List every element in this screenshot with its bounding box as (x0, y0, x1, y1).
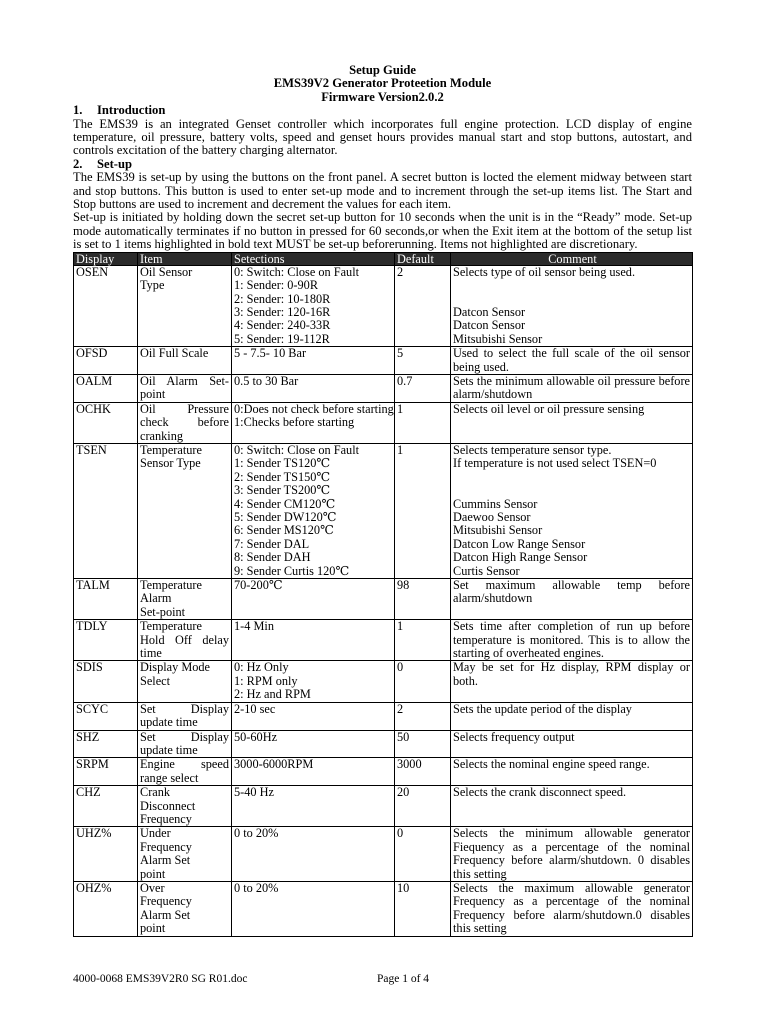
cell-line: 8: Sender DAH (234, 550, 311, 565)
cell-line: Datcon Sensor (453, 304, 526, 319)
cell-line: Oil Alarm Set-point (140, 373, 229, 402)
cell-display: TDLY (74, 620, 138, 661)
cell-item (138, 374, 232, 402)
cell-display: OALM (74, 374, 138, 402)
cell-selections (232, 881, 395, 936)
cell-line: Alarm Set (140, 853, 191, 868)
cell-selections (232, 443, 395, 578)
table-row (74, 702, 693, 730)
cell-line: Datcon High Range Sensor (453, 550, 588, 565)
cell-line: Set-point (140, 604, 186, 619)
cell-line: 5 - 7.5- 10 Bar (234, 346, 307, 361)
cell-comment (451, 730, 693, 758)
cell-line: 7: Sender DAL (234, 536, 310, 551)
doc-subtitle: EMS39V2 Generator Proteetion Module (273, 76, 492, 91)
cell-selections (232, 347, 395, 375)
cell-display: SCYC (74, 702, 138, 730)
footer-page-number: Page 1 of 4 (377, 973, 430, 985)
cell-line: 5-40 Hz (234, 785, 274, 800)
cell-default: 50 (395, 730, 451, 758)
cell-comment (451, 347, 693, 375)
cell-line: Selects the crank disconnect speed. (453, 785, 627, 800)
introduction-text: The EMS39 is an integrated Genset controller which incorporates full engine protection. LCD display of engine temperature, oil pressure, battery volts, speed and genset hours provides manual start and stop buttons, autostart, and controls excitation of the battery charging alternator. (73, 116, 692, 158)
cell-line: 4: Sender CM120℃ (234, 496, 336, 511)
table-row (74, 881, 693, 936)
cell-item (138, 443, 232, 578)
table-row (74, 786, 693, 827)
table-row (74, 374, 693, 402)
cell-line: Oil Sensor (140, 264, 193, 279)
cell-default: 1 (395, 402, 451, 443)
cell-line: Datcon Low Range Sensor (453, 536, 586, 551)
cell-line: Select (140, 673, 171, 688)
cell-item (138, 881, 232, 936)
cell-item (138, 620, 232, 661)
table-row (74, 758, 693, 786)
cell-comment (451, 758, 693, 786)
cell-comment (451, 579, 693, 620)
cell-line: 0: Hz Only (234, 660, 289, 675)
cell-line: 2: Sender: 10-180R (234, 291, 331, 306)
cell-line: 3000-6000RPM (234, 757, 314, 772)
cell-line: Temperature Hold Off delay time (140, 619, 229, 661)
section-setup-heading: 2. Set-up (73, 156, 132, 171)
cell-item (138, 758, 232, 786)
cell-line: Selects temperature sensor type. (453, 442, 612, 457)
cell-line: Temperature (140, 442, 202, 457)
cell-line: Frequency (140, 811, 192, 826)
cell-comment (451, 786, 693, 827)
table-body (74, 265, 693, 936)
cell-item (138, 786, 232, 827)
header-display: Display (74, 252, 138, 265)
cell-line: 3: Sender TS200℃ (234, 483, 331, 498)
cell-comment (451, 374, 693, 402)
cell-line: Frequency (140, 894, 192, 909)
cell-line: Selects the maximum allowable generator Frequency as a percentage of the nominal Frequency before alarm/shutdown.0 disables this setting (453, 880, 690, 936)
cell-display: SDIS (74, 661, 138, 702)
cell-line: 2: Hz and RPM (234, 687, 311, 702)
cell-line: 2: Sender TS150℃ (234, 469, 331, 484)
cell-line: point (140, 866, 166, 881)
cell-line: 0 to 20% (234, 826, 279, 841)
cell-default: 2 (395, 702, 451, 730)
cell-line: Selects type of oil sensor being used. (453, 264, 636, 279)
cell-line: Selects the nominal engine speed range. (453, 757, 650, 772)
cell-line (453, 471, 690, 484)
cell-line: Alarm Set (140, 907, 191, 922)
cell-line: Under (140, 826, 171, 841)
cell-selections (232, 374, 395, 402)
cell-line (453, 292, 690, 305)
cell-line: Engine speed range select (140, 757, 229, 785)
cell-line: Temperature (140, 578, 202, 593)
footer-doc-name: 4000-0068 EMS39V2R0 SG R01.doc (73, 973, 248, 985)
cell-line: Display Mode (140, 660, 211, 675)
cell-line: 6: Sender MS120℃ (234, 523, 334, 538)
cell-comment (451, 827, 693, 882)
cell-selections (232, 579, 395, 620)
cell-line (453, 484, 690, 497)
table-row (74, 620, 693, 661)
cell-line: Sets the update period of the display (453, 701, 632, 716)
cell-line: Over (140, 880, 165, 895)
cell-line: Frequency (140, 839, 192, 854)
cell-default: 10 (395, 881, 451, 936)
cell-line: 1: Sender TS120℃ (234, 456, 331, 471)
cell-line: 0: Switch: Close on Fault (234, 442, 360, 457)
cell-line: Cummins Sensor (453, 496, 538, 511)
cell-line: 0.5 to 30 Bar (234, 373, 299, 388)
cell-line: Curtis Sensor (453, 563, 520, 578)
cell-item (138, 402, 232, 443)
cell-line: Sets time after completion of run up before temperature is monitored. This is to allow the starting of overheated engines. (453, 619, 690, 661)
cell-line: 50-60Hz (234, 729, 278, 744)
setup-paragraph-2: Set-up is initiated by holding down the secret set-up button for 10 seconds when the unit is in the “Ready” mode. Set-up mode automatically terminates if no button in pressed for 60 seconds,or when the Exit item at the bottom of the setup list is set to 1 items highlighted in bold text MUST be set-up beforerunning. Items not highlighted are discretionary. (73, 210, 692, 252)
cell-comment (451, 620, 693, 661)
cell-line: 9: Sender Curtis 120℃ (234, 563, 350, 578)
cell-line: 1: Sender: 0-90R (234, 278, 319, 293)
cell-selections (232, 702, 395, 730)
cell-display: SHZ (74, 730, 138, 758)
cell-line: Datcon Sensor (453, 318, 526, 333)
table-row (74, 661, 693, 702)
cell-line: Set maximum allowable temp before alarm/shutdown (453, 578, 690, 606)
cell-default: 0.7 (395, 374, 451, 402)
cell-display: TALM (74, 579, 138, 620)
table-row (74, 827, 693, 882)
table-row (74, 402, 693, 443)
cell-display: SRPM (74, 758, 138, 786)
cell-default: 1 (395, 620, 451, 661)
cell-line: 3: Sender: 120-16R (234, 304, 331, 319)
cell-line: 0 to 20% (234, 880, 279, 895)
cell-comment (451, 443, 693, 578)
cell-line: Set Display update time (140, 729, 229, 757)
table-row (74, 347, 693, 375)
cell-selections (232, 402, 395, 443)
cell-line: Selects the minimum allowable generator Fiequency as a percentage of the nominal Frequency before alarm/shutdown. 0 disables this setting (453, 826, 690, 881)
cell-comment (451, 881, 693, 936)
cell-line: If temperature is not used select TSEN=0 (453, 456, 657, 471)
header-comment: Comment (451, 252, 693, 265)
cell-line (453, 279, 690, 292)
cell-comment (451, 402, 693, 443)
table-header-row (74, 252, 693, 265)
setup-parameters-table (73, 252, 693, 937)
cell-selections (232, 730, 395, 758)
cell-selections (232, 827, 395, 882)
cell-default: 98 (395, 579, 451, 620)
cell-line: 1: RPM only (234, 673, 298, 688)
cell-line: Mitsubishi Sensor (453, 331, 543, 346)
header-default: Default (395, 252, 451, 265)
table-row (74, 265, 693, 346)
cell-line: point (140, 921, 166, 936)
cell-selections (232, 620, 395, 661)
cell-line: 1-4 Min (234, 619, 274, 634)
cell-display: TSEN (74, 443, 138, 578)
cell-default: 1 (395, 443, 451, 578)
cell-line: Alarm (140, 591, 172, 606)
cell-default: 3000 (395, 758, 451, 786)
cell-line: Mitsubishi Sensor (453, 523, 543, 538)
header-item: Item (138, 252, 232, 265)
cell-display: OSEN (74, 265, 138, 346)
cell-default: 20 (395, 786, 451, 827)
cell-selections (232, 758, 395, 786)
cell-line: 0: Switch: Close on Fault (234, 264, 360, 279)
cell-line: Selects oil level or oil pressure sensing (453, 401, 645, 416)
cell-comment (451, 265, 693, 346)
cell-line: Set Display update time (140, 701, 229, 730)
cell-selections (232, 661, 395, 702)
cell-line: Disconnect (140, 798, 196, 813)
cell-selections (232, 786, 395, 827)
cell-display: CHZ (74, 786, 138, 827)
cell-line: Used to select the full scale of the oil sensor being used. (453, 346, 690, 374)
cell-default: 0 (395, 661, 451, 702)
cell-display: UHZ% (74, 827, 138, 882)
cell-item (138, 730, 232, 758)
cell-comment (451, 702, 693, 730)
cell-item (138, 661, 232, 702)
firmware-version: Firmware Version2.0.2 (321, 89, 444, 104)
cell-item (138, 347, 232, 375)
cell-display: OHZ% (74, 881, 138, 936)
header-selections: Setections (232, 252, 395, 265)
table-row (74, 579, 693, 620)
cell-line: Oil Full Scale (140, 346, 209, 361)
cell-display: OFSD (74, 347, 138, 375)
setup-paragraph-1: The EMS39 is set-up by using the buttons on the front panel. A secret button is locted the element midway between start and stop buttons. This button is used to enter set-up mode and to increment through the set-up items list. The Start and Stop buttons are used to increment and decrement the values for each item. (73, 170, 692, 212)
cell-line: 5: Sender DW120℃ (234, 510, 337, 524)
cell-selections (232, 265, 395, 346)
cell-line: 4: Sender: 240-33R (234, 318, 331, 333)
cell-default: 2 (395, 265, 451, 346)
cell-item (138, 579, 232, 620)
cell-line: 2-10 sec (234, 701, 276, 716)
cell-line: Type (140, 278, 165, 293)
cell-item (138, 827, 232, 882)
document-page (73, 64, 692, 937)
doc-title: Setup Guide (349, 63, 416, 77)
cell-line: Oil Pressure check before cranking (140, 401, 229, 443)
cell-default: 0 (395, 827, 451, 882)
table-row (74, 730, 693, 758)
cell-line: 1:Checks before starting (234, 415, 355, 430)
cell-line: Sensor Type (140, 456, 201, 471)
cell-line: May be set for Hz display, RPM display or both. (453, 660, 690, 688)
cell-line: Selects frequency output (453, 729, 575, 744)
cell-default: 5 (395, 347, 451, 375)
cell-line: Crank (140, 785, 171, 800)
cell-item (138, 702, 232, 730)
cell-display: OCHK (74, 402, 138, 443)
section-introduction-heading: 1. Introduction (73, 103, 166, 118)
cell-line: 5: Sender: 19-112R (234, 331, 330, 346)
table-row (74, 443, 693, 578)
cell-item (138, 265, 232, 346)
cell-comment (451, 661, 693, 702)
cell-line: Daewoo Sensor (453, 509, 531, 524)
cell-line: Sets the minimum allowable oil pressure before alarm/shutdown (453, 373, 690, 402)
cell-line: 70-200℃ (234, 578, 283, 593)
cell-line: 0:Does not check before starting (234, 401, 394, 416)
